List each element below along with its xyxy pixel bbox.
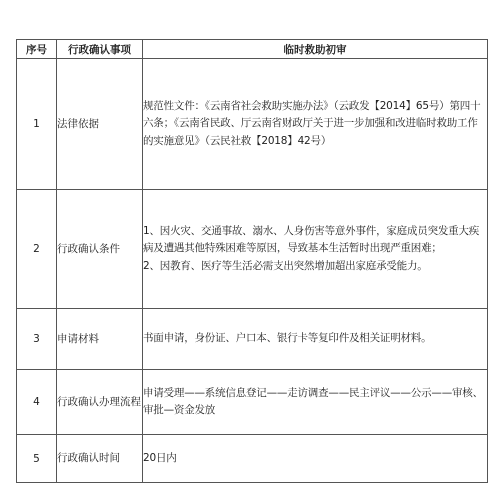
row-item-label: 行政确认办理流程 <box>57 370 143 435</box>
row-item-label: 行政确认时间 <box>57 435 143 483</box>
table-header-row <box>17 40 488 59</box>
table-row <box>17 370 488 435</box>
row-number: 2 <box>17 190 57 309</box>
row-number: 4 <box>17 370 57 435</box>
row-item-label: 行政确认条件 <box>57 190 143 309</box>
row-content <box>143 190 488 309</box>
row-number: 5 <box>17 435 57 483</box>
content-paragraph: 书面申请，身份证、户口本、银行卡等复印件及相关证明材料。 <box>143 332 432 345</box>
row-item-label: 申请材料 <box>57 309 143 370</box>
header-serial-number: 序号 <box>17 40 57 59</box>
content-paragraph: 2、因教育、医疗等生活必需支出突然增加超出家庭承受能力。 <box>143 259 428 272</box>
row-number: 3 <box>17 309 57 370</box>
row-item-label: 法律依据 <box>57 59 143 190</box>
content-paragraph: 20日内 <box>143 451 177 464</box>
row-content <box>143 370 488 435</box>
row-content <box>143 435 488 483</box>
row-number: 1 <box>17 59 57 190</box>
row-content <box>143 309 488 370</box>
table-row <box>17 190 488 309</box>
content-paragraph: 申请受理——系统信息登记——走访调查——民主评议——公示——审核、审批—资金发放 <box>143 386 483 416</box>
header-temporary-relief-review: 临时救助初审 <box>143 40 488 59</box>
administrative-confirmation-table <box>16 39 488 483</box>
content-paragraph: 1、因火灾、交通事故、溺水、人身伤害等意外事件，家庭成员突发重大疾病及遭遇其他特殊困难等原因，导致基本生活暂时出现严重困难； <box>143 224 480 255</box>
table-row <box>17 435 488 483</box>
row-content <box>143 59 488 190</box>
table-row <box>17 59 488 190</box>
header-confirmation-item: 行政确认事项 <box>57 40 143 59</box>
table-row <box>17 309 488 370</box>
content-paragraph: 规范性文件：《云南省社会救助实施办法》（云政发【2014】65号）第四十六条；《云南省民政、厅云南省财政厅关于进一步加强和改进临时救助工作的实施意见》（云民社救【2018】42号） <box>143 99 481 147</box>
